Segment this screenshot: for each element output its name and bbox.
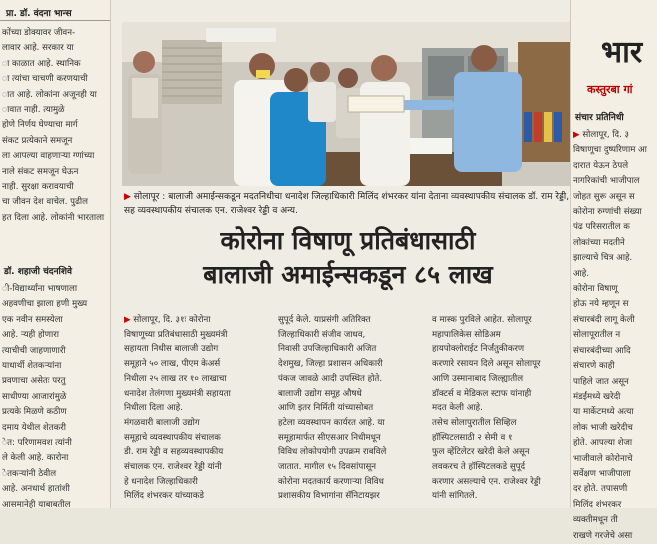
text-line: निवासी उपजिल्हाधिकारी अजित xyxy=(278,344,377,355)
text-line: होणे निर्णय घेण्याचा मार्ग xyxy=(2,120,78,131)
text-line: कोरोना विषाणू xyxy=(573,284,618,295)
text-line: कोरोना रुग्णांची संख्या xyxy=(573,207,642,218)
text-line: कोंच्या डोक्यावर जीवन- xyxy=(2,28,76,38)
text-line: जोहत सुरू असून स xyxy=(573,191,635,202)
caption-marker-icon: ▶ xyxy=(124,192,131,202)
text-line: मिलिंद शंभरकर xyxy=(573,499,622,510)
text-line: आणि उस्मानाबाद जिल्ह्यातील xyxy=(432,373,524,384)
text-line: लोकांच्या मदतीने xyxy=(573,237,625,248)
paragraph-marker-icon: ▶ xyxy=(124,315,134,325)
text-line: साधीण्या आजारांमुळे xyxy=(2,391,67,402)
text-line: सर्वेक्षण भाजीपाला xyxy=(573,468,631,479)
text-line: समूहाने ५० लाख, पीएम केअर्स xyxy=(124,359,221,370)
text-line: आहे. xyxy=(573,268,590,279)
text-line: मंगळवारी बालाजी उद्योग xyxy=(124,417,200,428)
text-line: भाजीवाले कोरोनाचे xyxy=(573,453,633,464)
text-line: संचारबंदीच्या आदि xyxy=(573,345,631,356)
text-line: या मार्केटमध्ये अत्या xyxy=(573,407,634,418)
left-column-rule xyxy=(0,20,110,21)
text-line: ावात नाही. त्यामुळे xyxy=(2,105,65,116)
headline-line-2: बालाजी अमाईन्सकडून ८५ लाख xyxy=(203,260,493,289)
text-line: संचारणे काही xyxy=(573,361,615,372)
text-line: धनादेश तेलंगणा मुख्यमंत्री सहायता xyxy=(124,388,231,399)
right-column-subhead: कस्तुरबा गां xyxy=(587,83,633,96)
text-line: हे धनादेश जिल्हाधिकारी xyxy=(124,476,198,487)
text-line: करणार असल्याचे एन. राजेश्वर रेड्डी xyxy=(432,476,541,487)
text-line: झाल्याचे चित्र आहे. xyxy=(573,253,633,264)
text-line: दारात येऊन ठेपले xyxy=(573,160,629,171)
text-line: आसमानेही याबाबतील xyxy=(2,499,71,510)
text-line: हायपोक्लोराईट निर्जंतुकीकरण xyxy=(432,344,525,355)
text-line: ी-विद्यार्थ्यांना भाषणाला xyxy=(2,284,78,294)
photo-illustration xyxy=(122,22,574,186)
article-column-1 xyxy=(124,313,264,504)
article-headline xyxy=(124,224,572,292)
text-line: पंकज जावळे आदी उपस्थित होते. xyxy=(278,373,383,384)
article-column-2 xyxy=(278,313,418,504)
text-line: लवकरच ते हॉस्पिटलकडे सुपूर्द xyxy=(432,462,526,473)
text-line: सुपूर्द केले. याप्रसंगी अतिरिक्त xyxy=(278,315,371,325)
text-line: डी. राम रेड्डी व सहव्यवस्थापकीय xyxy=(124,447,224,458)
text-line: ले केली आहे. कारोना xyxy=(2,453,69,464)
text-line: संचालक एन. राजेश्वर रेड्डी यांनी xyxy=(124,462,222,473)
text-line: लावार आहे. सरकार या xyxy=(2,43,74,54)
text-line: व मास्क पुरविले आहेत. सोलापूर xyxy=(432,315,532,325)
text-line xyxy=(124,313,264,328)
text-line: संचारबंदी लागू केली xyxy=(573,314,635,325)
text-line: सहायता निधीस बालाजी उद्योग xyxy=(124,344,219,355)
text-line: ा काळात आहे. स्थानिक xyxy=(2,58,81,69)
text-line: करणारे रसायन दिले असून सोलापूर xyxy=(432,359,541,370)
text-line: प्रशासकीय विभागांना सॅनिटायझर xyxy=(278,491,380,502)
left-column-byline: प्रा. डॉ. वंदना भान्स xyxy=(6,9,72,19)
text-line: राखणे गरजेचे असा xyxy=(573,530,633,541)
text-line: यांनी सांगितले. xyxy=(432,491,478,502)
text-line: हॉस्पिटलसाठी २ सेमी व १ xyxy=(432,432,513,443)
text-line: हत दिला आहे. लोकांनी भारताला xyxy=(2,212,105,223)
right-column xyxy=(570,0,657,541)
text-line: आहे. ऱ्यही होणारा xyxy=(2,330,59,341)
text-line: आणि इतर निर्मिती यांच्यासोबत xyxy=(278,403,374,414)
text-line: लोक भाजी खरेदीच xyxy=(573,422,633,433)
text-line: विषाणूचा दुष्परिणाम आ xyxy=(573,145,647,156)
text-line: व्यक्तीमधून ती xyxy=(573,515,618,526)
text-line: मंडईंमध्ये खरेदी xyxy=(573,391,621,402)
text-line: होते. आपल्या शेजा xyxy=(573,438,633,449)
text-line: प्रवणाचा असेतः परतु xyxy=(2,376,66,387)
text-line: विषाणूच्या प्रतिबंधासाठी मुख्यमंत्री xyxy=(124,329,228,340)
main-article xyxy=(112,0,570,508)
text-line: फुल व्हेंटिलेटर खरेदी केले असून xyxy=(432,447,530,458)
text-line: समूहामार्फत सीएसआर निधीमधून xyxy=(278,432,381,443)
text-line: समूहाचे व्यवस्थापकीय संचालक xyxy=(124,432,221,443)
text-line: जिल्हाधिकारी संजीव जाधव, xyxy=(278,329,366,340)
text-line: ा त्यांचा चाचणी करणयाची xyxy=(2,74,88,85)
text-line: नाही. सुरक्षा करावयाची xyxy=(2,182,74,193)
text-line: पाहिले जात असून xyxy=(573,376,629,387)
text-line: डॉक्टर्स व मेडिकल स्टाफ यांनाही xyxy=(432,388,532,399)
photo-caption xyxy=(124,190,572,218)
text-line: विविध लोकोपयोगी उपक्रम राबविले xyxy=(278,447,387,458)
left-column-byline-2: डॉ. शहाजी चंदनशिवे xyxy=(4,267,73,277)
text-line: देशमुख, जिल्हा प्रशासन अधिकारी xyxy=(278,359,383,370)
text-line: मदत केली आहे. xyxy=(432,403,483,414)
article-body xyxy=(124,313,572,508)
text-line: ात आहे. लोकांना अजूनही या xyxy=(2,89,97,100)
text-line: आहे. अनधार्थ हातांशी xyxy=(2,484,70,495)
right-column-text xyxy=(573,128,657,544)
text-line: दमाय येथील शेतकरी xyxy=(2,422,66,433)
text-line: संकट प्रत्येकाने समजून xyxy=(2,135,73,146)
right-column-reporter: संचार प्रतिनिधी xyxy=(575,113,624,123)
text-line: हटेला व्यवस्थापन कार्यरत आहे. या xyxy=(278,417,385,428)
right-column-headline: भार xyxy=(601,35,643,70)
paragraph-marker-icon: ▶ xyxy=(573,130,583,140)
text-line xyxy=(573,128,657,143)
text-line: बालाजी उद्योग समूह औषधे xyxy=(278,388,362,399)
headline-line-1: कोरोना विषाणू प्रतिबंधासाठी xyxy=(220,226,476,255)
text-line: तसेच सोलापुरातील सिव्हिल xyxy=(432,417,517,428)
text-line: निधीला २५ लाख तर १० लाखाचा xyxy=(124,373,227,384)
text-line: नाले संकट समजून घेऊन xyxy=(2,166,79,177)
article-column-3 xyxy=(432,313,572,504)
left-column-text xyxy=(2,26,106,226)
text-line: याधार्थी शेतकऱ्यांना xyxy=(2,361,62,372)
text-line: कोरोना मदतकार्य करणाऱ्या विविध xyxy=(278,476,384,487)
text-line: ला आपल्या वाहणाऱ्या ग्णांच्या xyxy=(2,151,95,162)
text-line: ेतकऱ्यांनी ठेवील xyxy=(2,468,57,479)
text-line: प्रत्यके मिळणे कठीण xyxy=(2,407,67,418)
text-line-content: सोलापूर, दि. ३ xyxy=(582,130,630,140)
text-line: चा जीवन देश वाचेल. पुढील xyxy=(2,197,88,208)
caption-text: सोलापूर : बालाजी अमाईन्सकडून मदतनिधीचा धनादेश जिल्हाधिकारी मिलिंद शंभरकर यांना देताना व्यवस्थापकीय संचालक डॉ. राम रेड्डी, सह व्यवस्थापकीय संचालक एन. राजेश्वर रेड्डी व अन्य. xyxy=(124,192,570,216)
text-line: अहवणीचा झाला हणी मुख्य xyxy=(2,299,88,310)
text-line: एक नवीन समस्येला xyxy=(2,314,63,325)
text-line-content: सोलापूर, दि. ३१ः कोरोना xyxy=(133,315,211,325)
text-line: मिलिंद शंभरकर यांच्याकडे xyxy=(124,491,204,502)
text-line: महापालिकेस सोडिअम xyxy=(432,329,501,340)
text-line: जातात. मागील १५ दिवसांपासून xyxy=(278,462,377,473)
article-photo xyxy=(122,22,574,186)
text-line: होऊ नये म्हणून स xyxy=(573,299,629,310)
text-line: सोलापूरातील न xyxy=(573,330,621,341)
text-line: दर होते. तपासणी xyxy=(573,484,628,495)
text-line: पंढ परिसरातील क xyxy=(573,222,630,233)
text-line: निधीला दिला आहे. xyxy=(124,403,183,414)
left-column-text-2 xyxy=(2,282,106,513)
text-line: त्याचीची जाहणाणारी xyxy=(2,345,66,356)
left-column xyxy=(0,0,111,508)
text-line: नागरिकांची भाजीपाल xyxy=(573,176,640,187)
text-line: ेत: परिणामवश त्यांनी xyxy=(2,438,72,449)
